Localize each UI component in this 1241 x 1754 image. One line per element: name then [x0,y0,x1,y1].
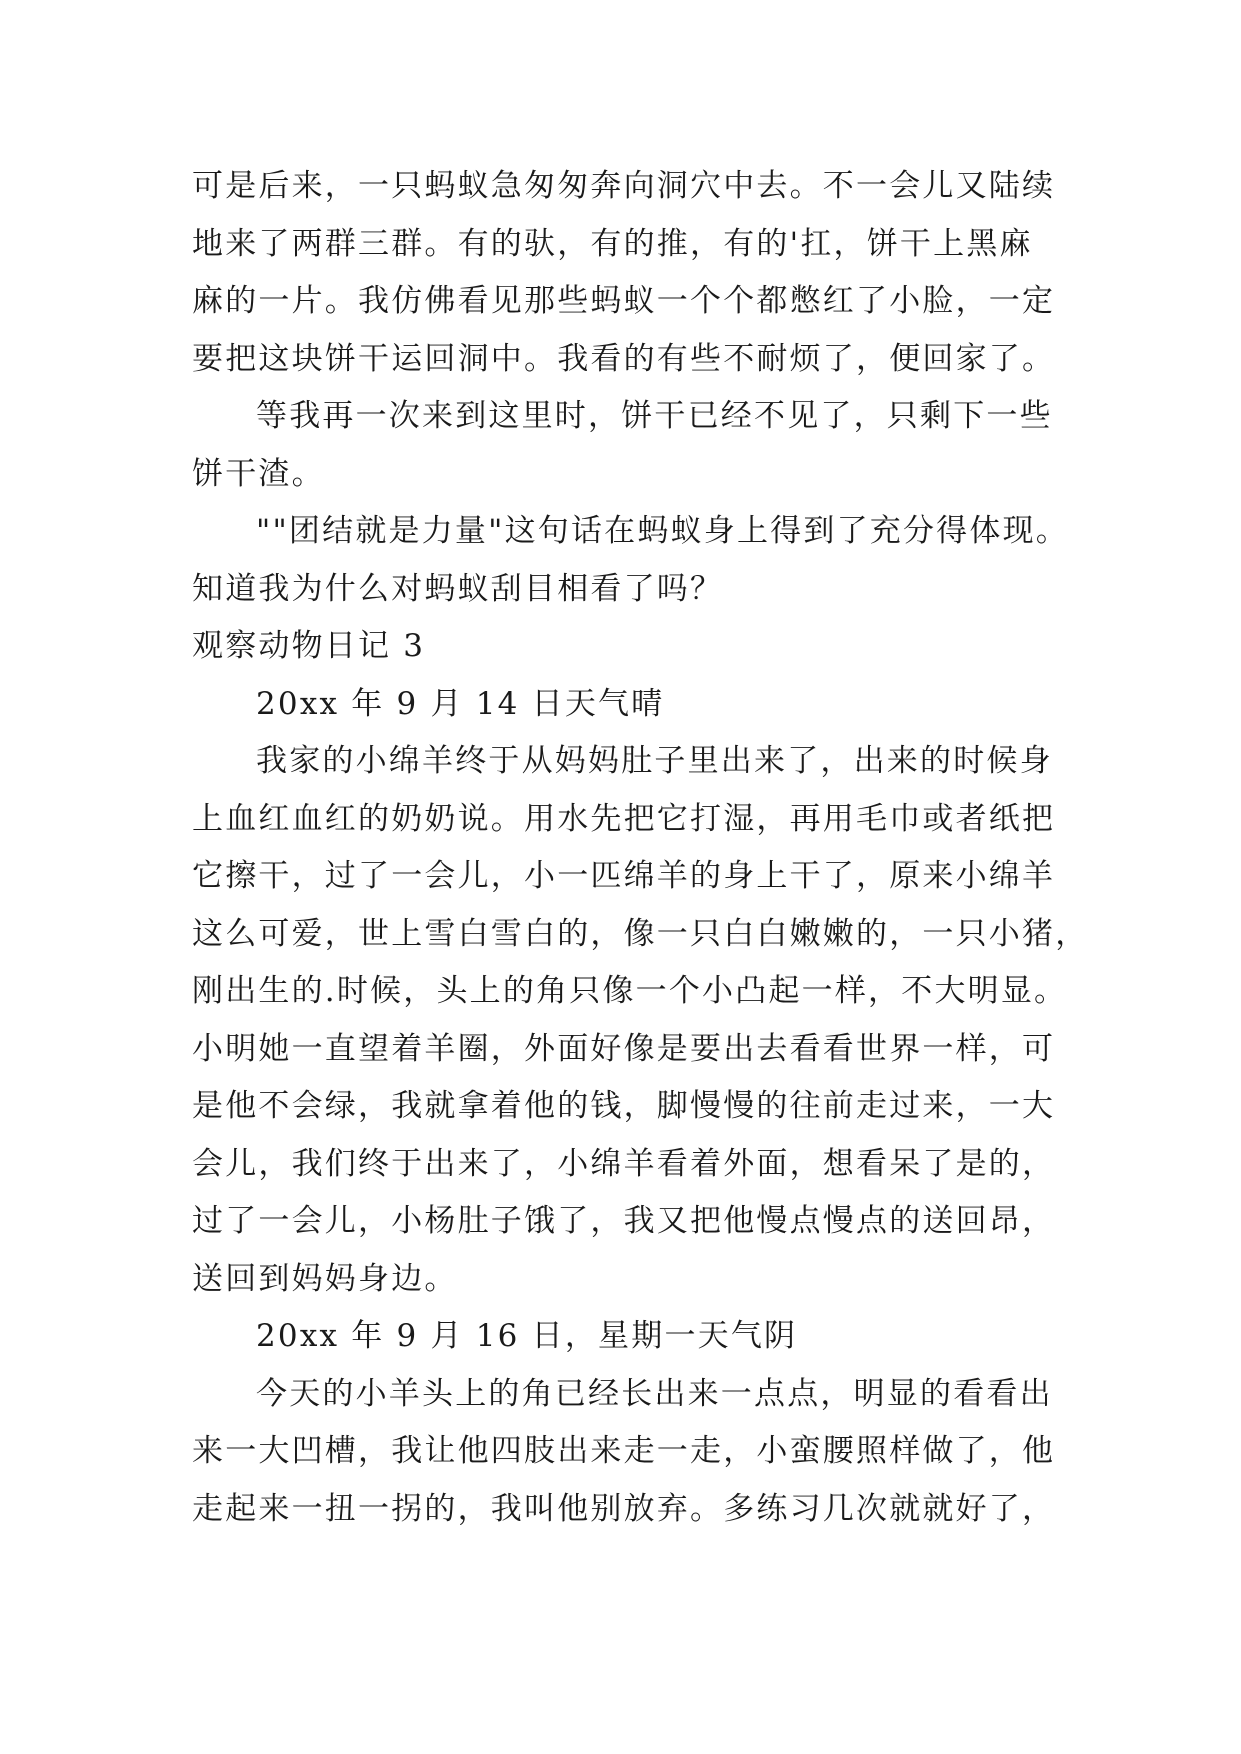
text-line: 来一大凹槽，我让他四肢出来走一走，小蛮腰照样做了，他 [192,1433,1056,1469]
text-line: 是他不会绿，我就拿着他的钱，脚慢慢的往前走过来，一大 [192,1088,1056,1124]
text-line: 上血红血红的奶奶说。用水先把它打湿，再用毛巾或者纸把 [192,800,1056,837]
document-body [192,158,1089,1538]
section-heading: 观察动物日记 3 [192,628,426,664]
text-line: ""团结就是力量"这句话在蚂蚁身上得到了充分得体现。 [256,513,1069,549]
text-line: 会儿，我们终于出来了，小绵羊看着外面，想看呆了是的， [192,1145,1056,1182]
text-line: 饼干渣。 [192,455,325,492]
text-line: 可是后来，一只蚂蚁急匆匆奔向洞穴中去。不一会儿又陆续 [192,168,1056,204]
diary-date-line: 20xx 年 9 月 16 日，星期一天气阴 [256,1318,798,1354]
text-line: 要把这块饼干运回洞中。我看的有些不耐烦了，便回家了。 [192,340,1056,377]
text-line: 等我再一次来到这里时，饼干已经不见了，只剩下一些 [256,398,1053,434]
text-line: 地来了两群三群。有的驮，有的推，有的'扛，饼干上黑麻 [192,225,1033,262]
text-line: 这么可爱，世上雪白雪白的，像一只白白嫩嫩的，一只小猪， [192,915,1089,952]
text-line: 刚出生的.时候，头上的角只像一个小凸起一样，不大明显。 [192,973,1068,1009]
diary-date-line: 20xx 年 9 月 14 日天气晴 [256,685,665,722]
text-line: 小明她一直望着羊圈，外面好像是要出去看看世界一样，可 [192,1030,1056,1067]
text-line: 今天的小羊头上的角已经长出来一点点，明显的看看出 [256,1375,1053,1412]
text-line: 过了一会儿，小杨肚子饿了，我又把他慢点慢点的送回昂， [192,1203,1056,1239]
text-line: 送回到妈妈身边。 [192,1260,458,1297]
text-line: 走起来一扭一拐的，我叫他别放弃。多练习几次就就好了， [192,1490,1056,1527]
text-line: 知道我为什么对蚂蚁刮目相看了吗？ [192,570,724,607]
text-line: 我家的小绵羊终于从妈妈肚子里出来了，出来的时候身 [256,743,1053,779]
text-line: 麻的一片。我仿佛看见那些蚂蚁一个个都憋红了小脸，一定 [192,283,1056,319]
text-line: 它擦干，过了一会儿，小一匹绵羊的身上干了，原来小绵羊 [192,858,1056,894]
